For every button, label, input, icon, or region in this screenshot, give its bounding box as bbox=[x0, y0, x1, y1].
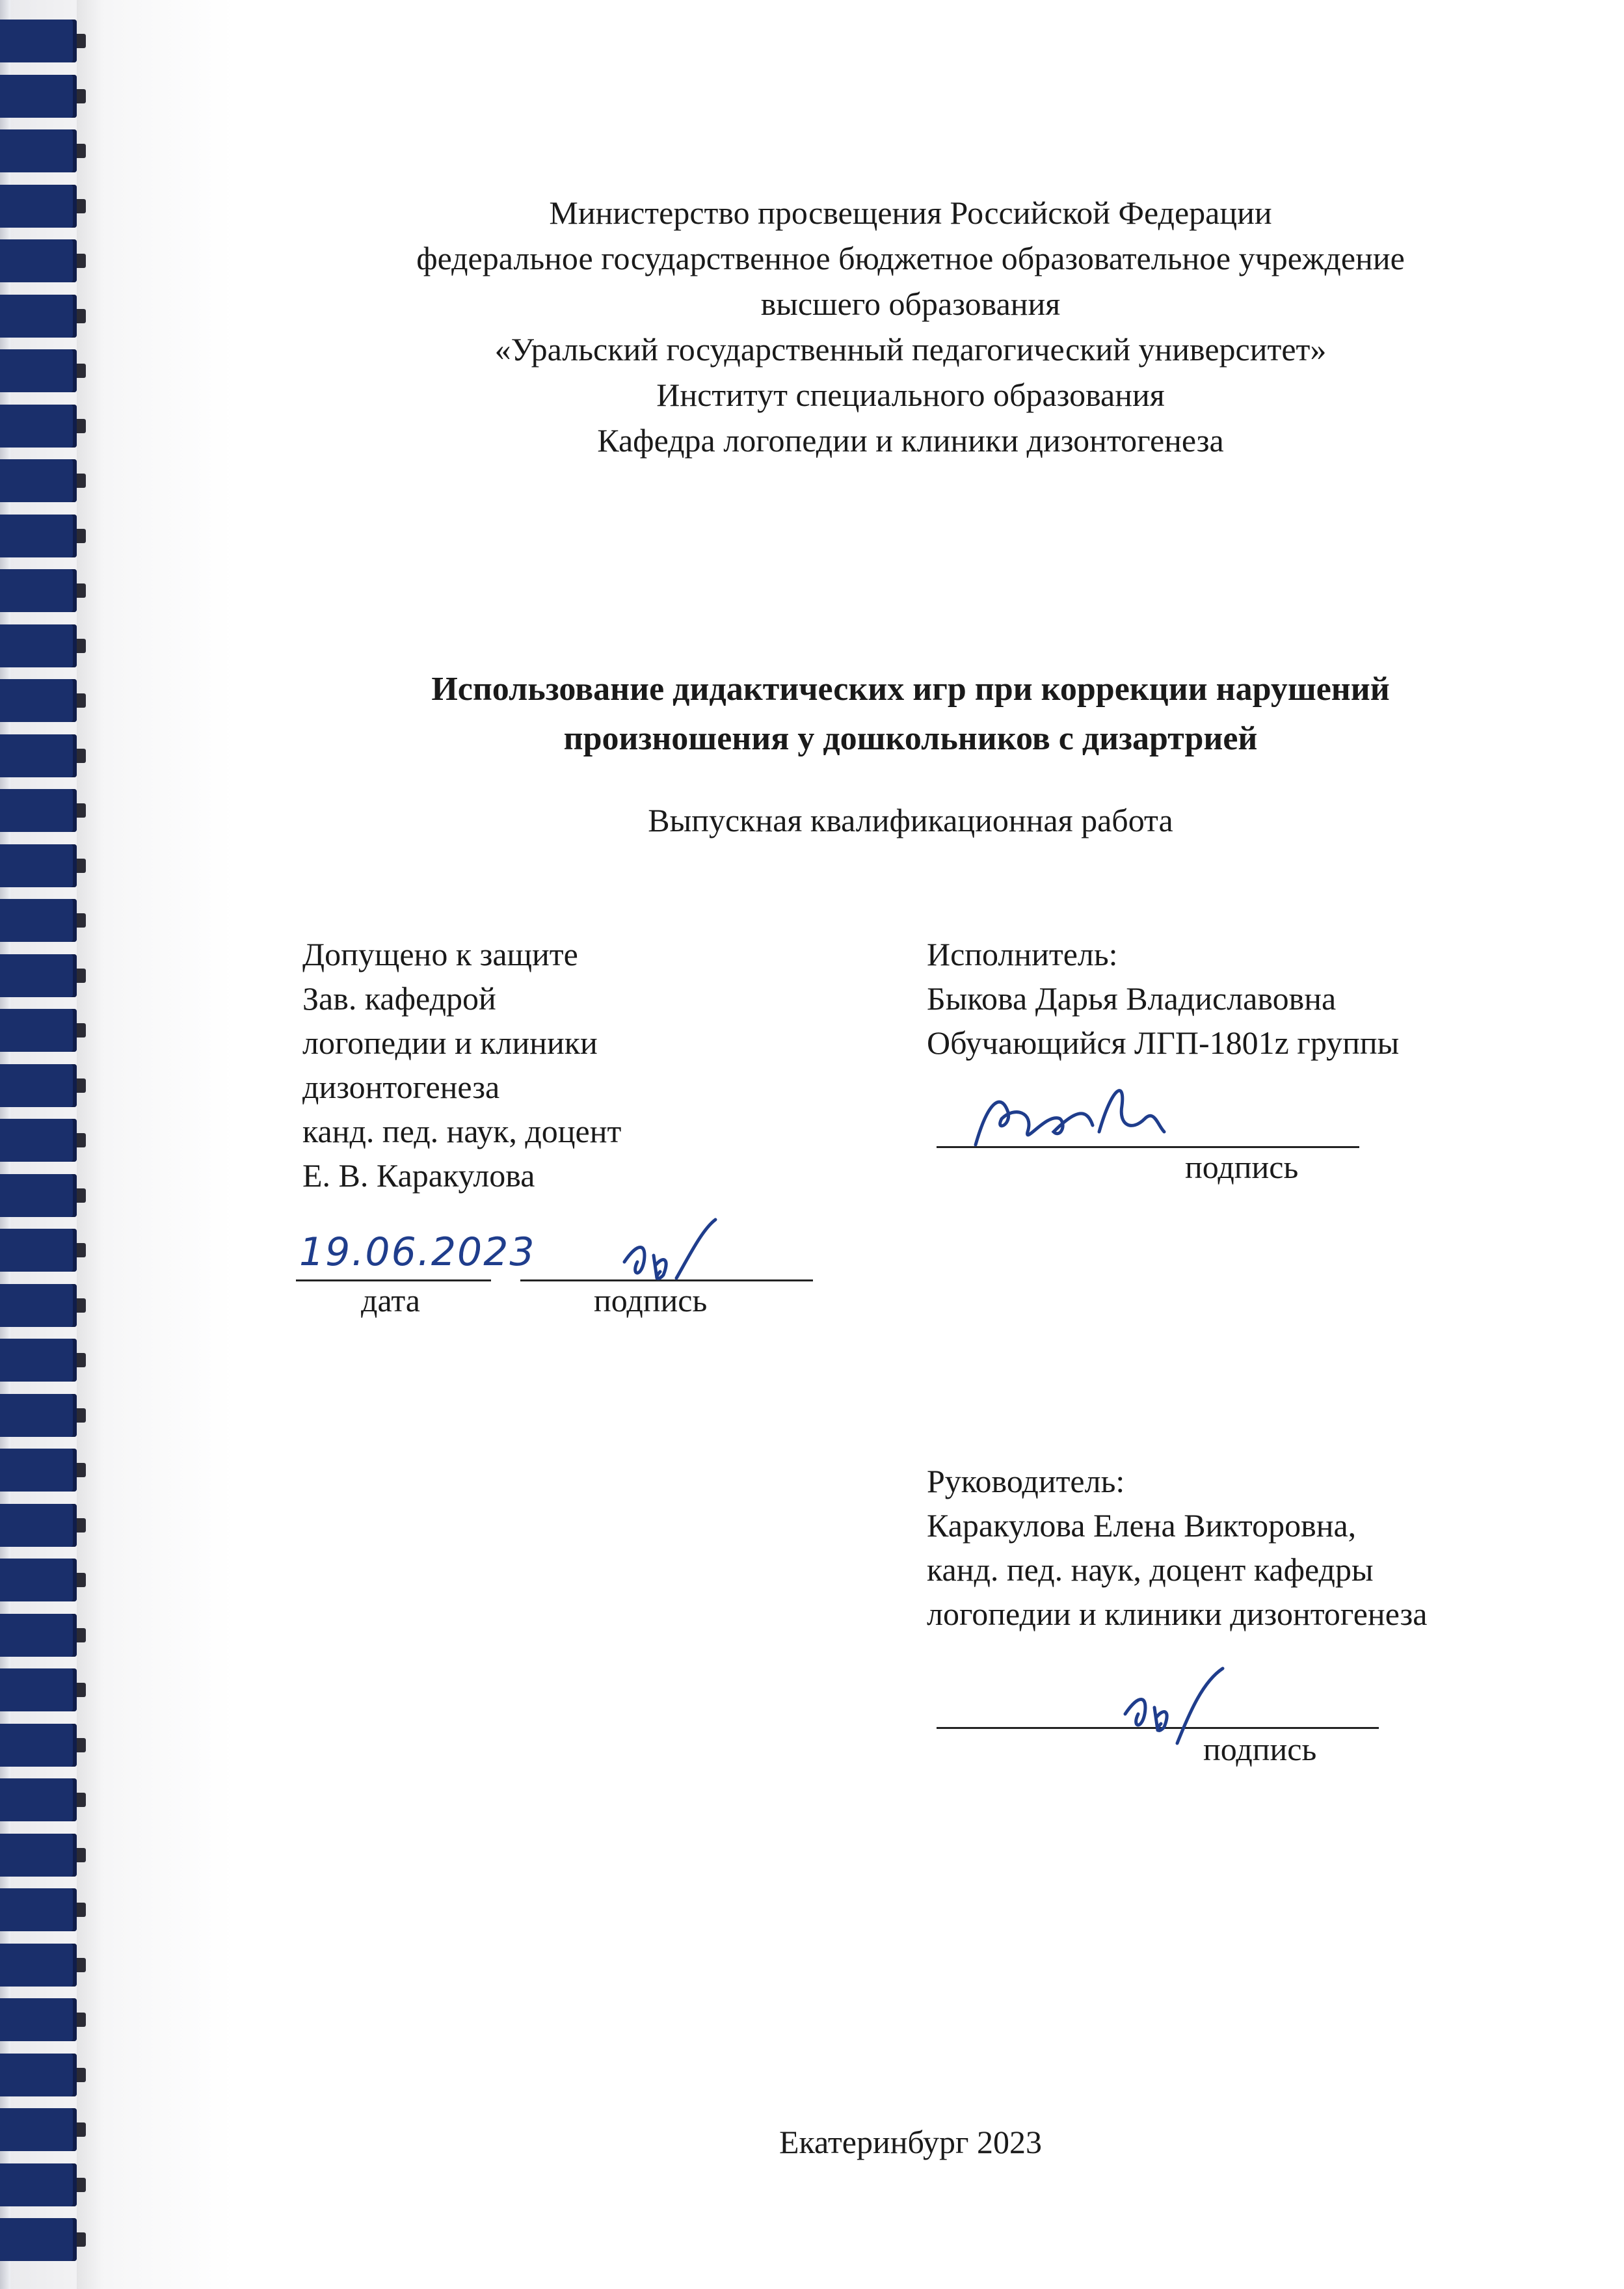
admission-block bbox=[302, 932, 621, 1198]
footer bbox=[195, 2119, 1624, 2165]
executor-block bbox=[927, 932, 1399, 1065]
thesis-title-line-2: произношения у дошкольников с дизартрией bbox=[563, 720, 1258, 757]
binding-hole bbox=[0, 1064, 77, 1107]
ministry-line: Министерство просвещения Российской Федерации bbox=[549, 194, 1272, 231]
department-line: Кафедра логопедии и клиники дизонтогенеза bbox=[597, 422, 1224, 459]
work-type bbox=[195, 797, 1624, 843]
binding-hole bbox=[0, 2108, 77, 2151]
supervisor-name: Каракулова Елена Викторовна, bbox=[927, 1507, 1357, 1544]
admission-line: канд. пед. наук, доцент bbox=[302, 1113, 622, 1149]
binding-hole bbox=[0, 295, 77, 338]
binding-hole bbox=[0, 1174, 77, 1217]
work-type-label: Выпускная квалификационная работа bbox=[648, 802, 1173, 838]
executor-label: Исполнитель: bbox=[927, 936, 1118, 972]
binding-hole bbox=[0, 2163, 77, 2206]
binding-hole bbox=[0, 2054, 77, 2096]
city-year: Екатеринбург 2023 bbox=[779, 2124, 1043, 2160]
supervisor-label: Руководитель: bbox=[927, 1463, 1125, 1499]
admission-line: Зав. кафедрой bbox=[302, 980, 496, 1017]
binding-hole bbox=[0, 515, 77, 557]
binding-hole bbox=[0, 899, 77, 942]
binding-spine bbox=[0, 0, 98, 2289]
executor-signature-caption: подпись bbox=[1185, 1149, 1299, 1185]
admission-line: Допущено к защите bbox=[302, 936, 578, 972]
binding-hole bbox=[0, 349, 77, 392]
binding-hole bbox=[0, 1284, 77, 1327]
binding-hole bbox=[0, 624, 77, 667]
binding-hole bbox=[0, 185, 77, 228]
handwritten-date: 19.06.2023 bbox=[299, 1229, 536, 1275]
binding-hole bbox=[0, 954, 77, 997]
binding-hole bbox=[0, 459, 77, 502]
binding-hole bbox=[0, 679, 77, 722]
thesis-title-line-1: Использование дидактических игр при коррекции нарушений bbox=[431, 671, 1390, 708]
binding-hole bbox=[0, 129, 77, 172]
binding-hole bbox=[0, 1778, 77, 1821]
binding-hole bbox=[0, 75, 77, 118]
binding-hole bbox=[0, 1614, 77, 1657]
institute-line: Институт специального образования bbox=[656, 377, 1165, 413]
date-caption: дата bbox=[361, 1282, 420, 1319]
binding-hole bbox=[0, 1834, 77, 1877]
university-name-line: «Уральский государственный педагогический университет» bbox=[494, 331, 1327, 368]
binding-hole bbox=[0, 1504, 77, 1547]
supervisor-title: канд. пед. наук, доцент кафедры bbox=[927, 1551, 1374, 1588]
admission-line: дизонтогенеза bbox=[302, 1069, 500, 1105]
education-level-line: высшего образования bbox=[760, 286, 1061, 322]
binding-hole bbox=[0, 1009, 77, 1052]
binding-hole bbox=[0, 1559, 77, 1601]
binding-hole bbox=[0, 1119, 77, 1162]
binding-hole bbox=[0, 1724, 77, 1767]
supervisor-department: логопедии и клиники дизонтогенеза bbox=[927, 1596, 1428, 1632]
binding-hole bbox=[0, 1668, 77, 1711]
head-of-department-name: Е. В. Каракулова bbox=[302, 1157, 535, 1194]
binding-hole bbox=[0, 1888, 77, 1931]
supervisor-block bbox=[927, 1459, 1427, 1636]
binding-hole bbox=[0, 20, 77, 62]
binding-hole bbox=[0, 569, 77, 612]
admission-line: логопедии и клиники bbox=[302, 1024, 598, 1061]
executor-signature-mark bbox=[963, 1073, 1177, 1164]
thesis-title bbox=[195, 665, 1624, 764]
header-block bbox=[195, 190, 1624, 463]
binding-hole bbox=[0, 1449, 77, 1492]
binding-hole bbox=[0, 1229, 77, 1272]
binding-hole bbox=[0, 1339, 77, 1382]
institution-type-line: федеральное государственное бюджетное образовательное учреждение bbox=[416, 240, 1405, 276]
binding-hole bbox=[0, 1944, 77, 1987]
executor-group: Обучающийся ЛГП-1801z группы bbox=[927, 1024, 1400, 1061]
binding-hole bbox=[0, 239, 77, 282]
binding-hole bbox=[0, 2218, 77, 2261]
executor-name: Быкова Дарья Владиславовна bbox=[927, 980, 1337, 1017]
admission-signature-caption: подпись bbox=[594, 1282, 708, 1319]
binding-hole bbox=[0, 1394, 77, 1437]
supervisor-signature-caption: подпись bbox=[1203, 1731, 1317, 1767]
binding-hole bbox=[0, 844, 77, 887]
binding-hole bbox=[0, 1998, 77, 2041]
binding-hole bbox=[0, 734, 77, 777]
binding-hole bbox=[0, 789, 77, 832]
binding-hole bbox=[0, 405, 77, 448]
